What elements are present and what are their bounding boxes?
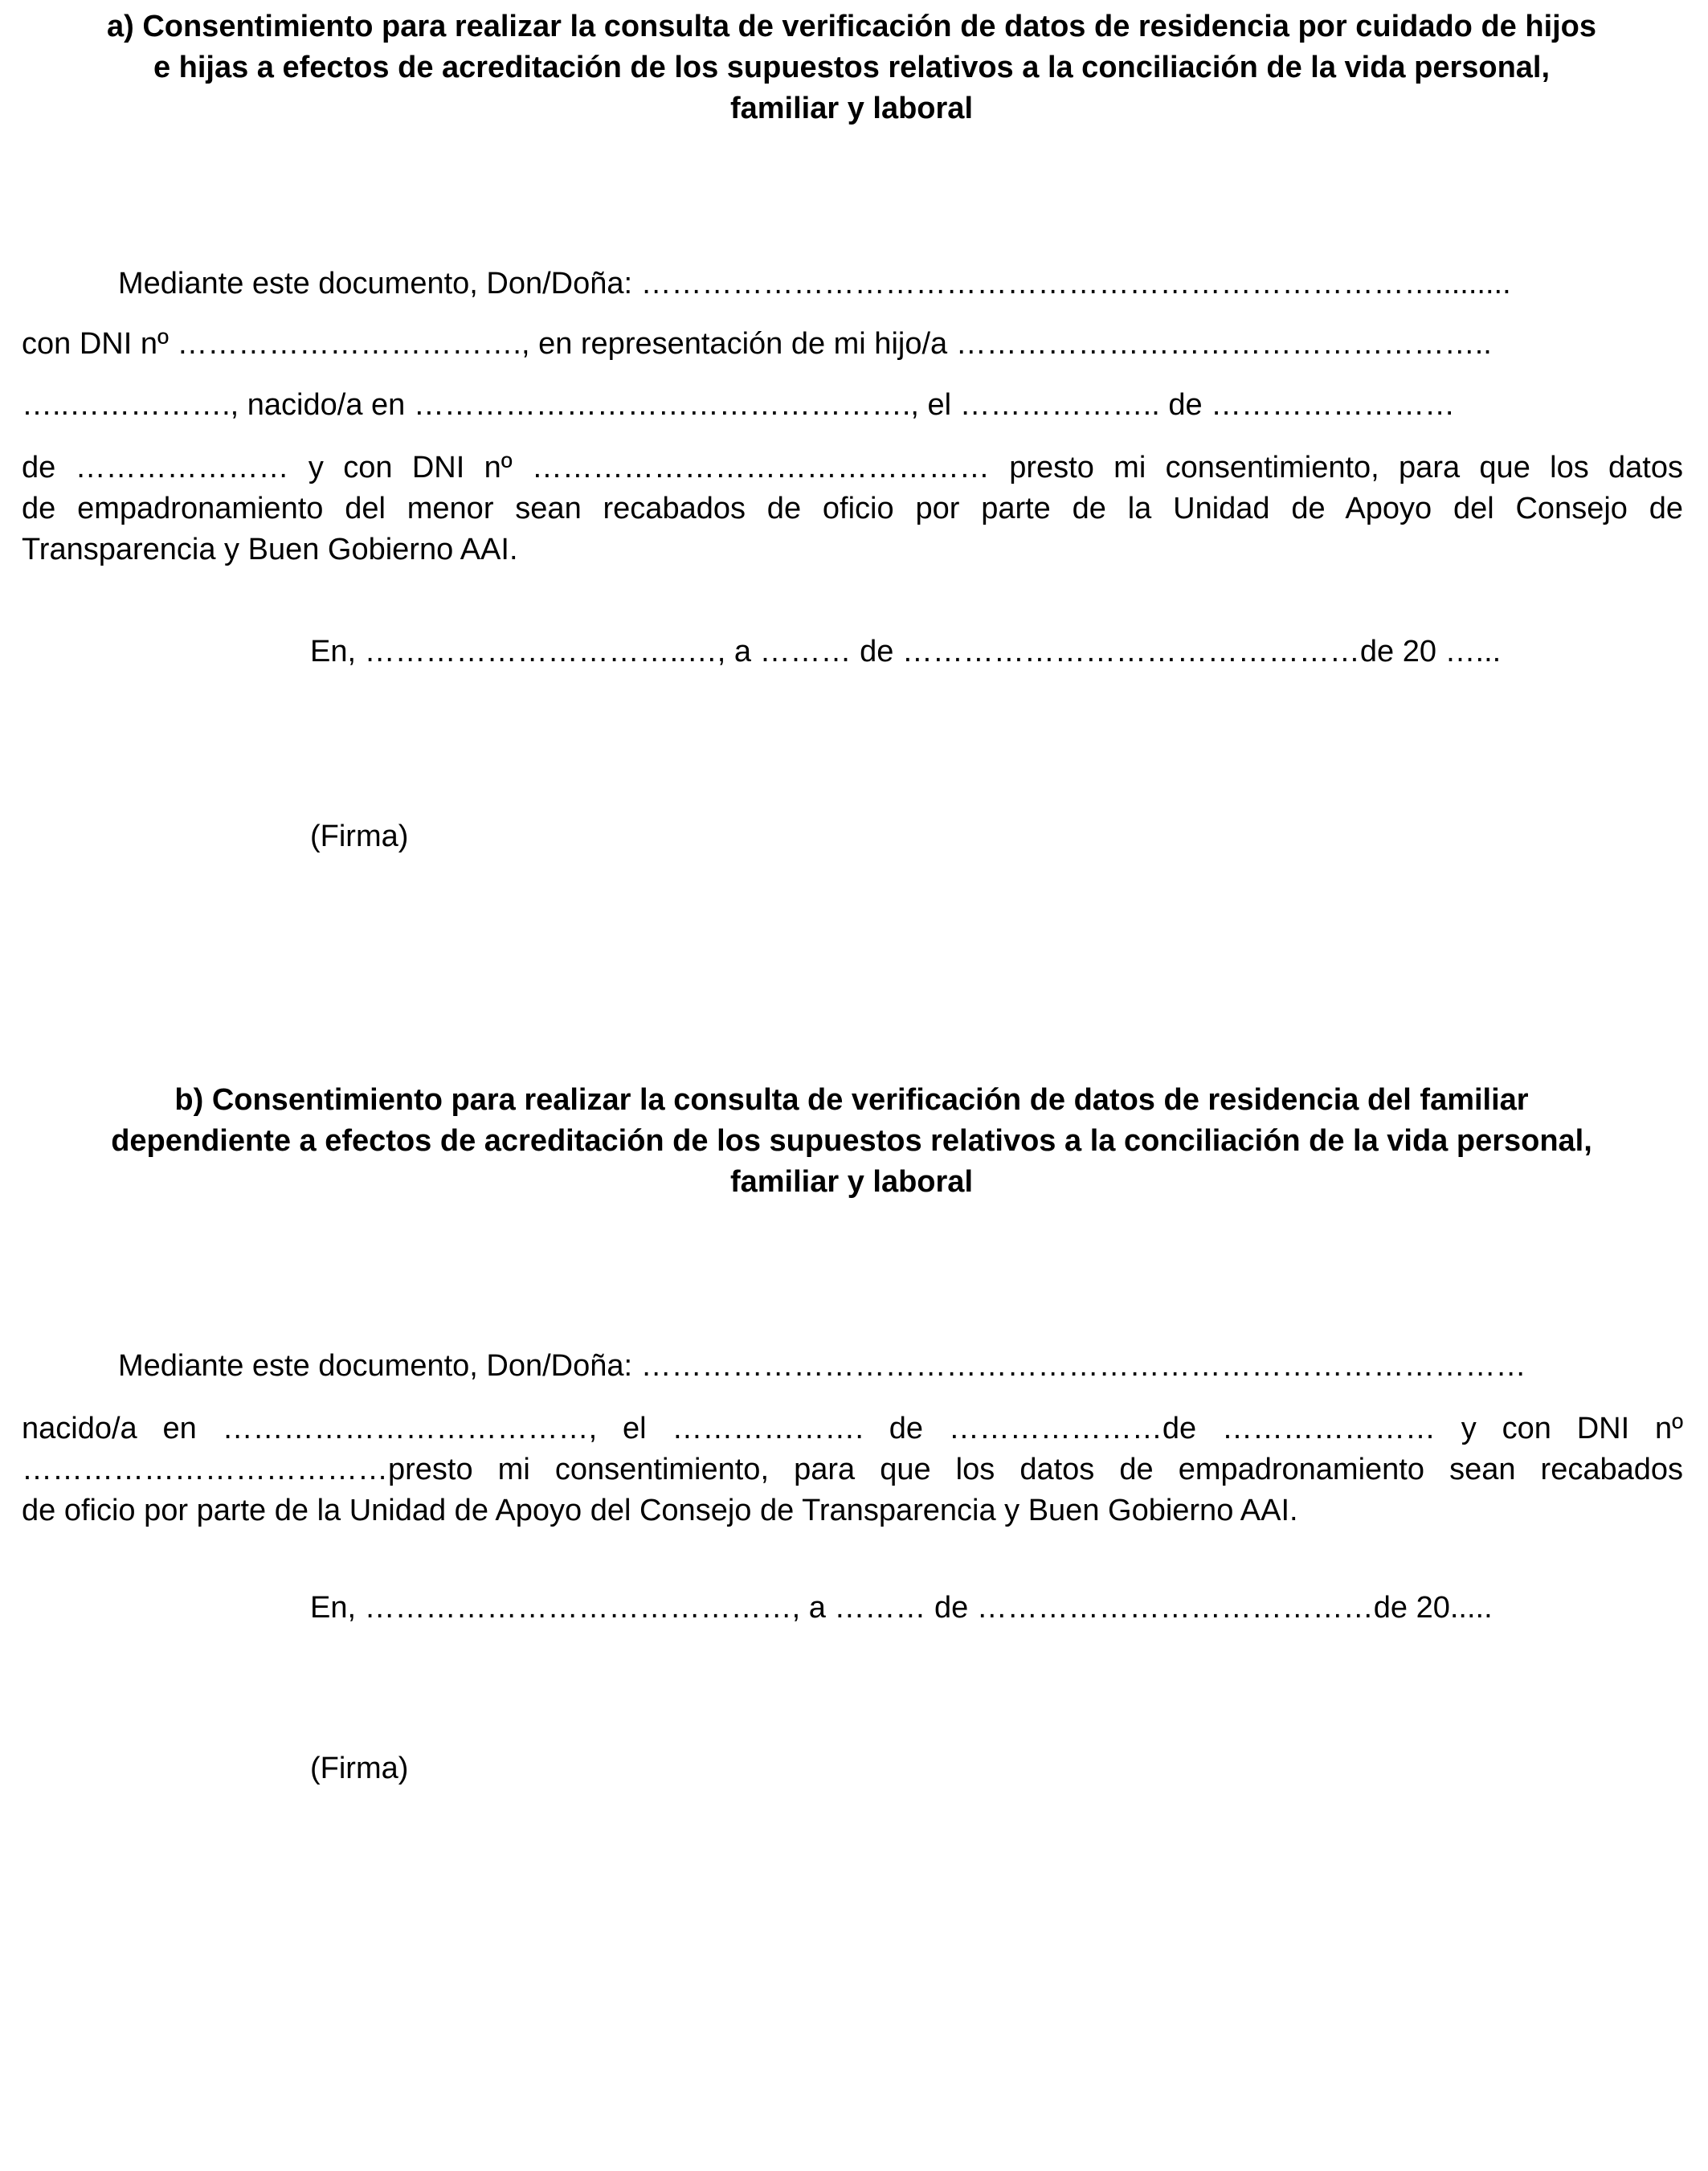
section-a-declarant-line: Mediante este documento, Don/Doña: ……………………………………………………………………......... (118, 267, 1511, 301)
section-b-heading-line: dependiente a efectos de acreditación de los supuestos relativos a la conciliación de la vida personal, (111, 1124, 1592, 1158)
section-b-declarant-line: Mediante este documento, Don/Doña: …………………………………………………………………………… (118, 1349, 1526, 1383)
section-a-paragraph-line: de ………………… y con DNI nº ……………………………………… presto mi consentimiento, para que los datos (22, 451, 1683, 484)
section-a-consent-paragraph (22, 448, 1683, 570)
section-a-heading-line: a) Consentimiento para realizar la consulta de verificación de datos de residencia por cuidado de hijos (106, 10, 1597, 43)
section-b-heading-line: b) Consentimiento para realizar la consulta de verificación de datos de residencia del familiar (174, 1083, 1529, 1117)
section-b-heading-line: familiar y laboral (729, 1165, 973, 1199)
section-b-heading (16, 1080, 1687, 1203)
section-b-paragraph-line: de oficio por parte de la Unidad de Apoyo del Consejo de Transparencia y Buen Gobierno AAI. (22, 1494, 1298, 1527)
section-a-heading (16, 6, 1687, 129)
section-b-paragraph-line: nacido/a en ………………………………, el ………………. de …………………de ………………… y con DNI nº (22, 1412, 1683, 1445)
section-b-paragraph-line: ………………………………presto mi consentimiento, para que los datos de empadronamiento sean recabados (22, 1453, 1683, 1486)
section-a-heading-line: familiar y laboral (729, 92, 973, 125)
section-b-signature: (Firma) (310, 1752, 409, 1785)
section-b-date-line: En, ……………………………………, a ……… de …………………………………de 20..... (310, 1591, 1493, 1625)
section-a-signature: (Firma) (310, 820, 409, 853)
section-a-heading-line: e hijas a efectos de acreditación de los supuestos relativos a la conciliación de la vida personal, (153, 51, 1551, 84)
section-b-consent-paragraph (22, 1408, 1683, 1531)
section-a-paragraph-line: de empadronamiento del menor sean recabados de oficio por parte de la Unidad de Apoyo del Consejo de (22, 492, 1683, 525)
section-a-date-line: En, …………………………..…, a ……… de ………………………………………de 20 …... (310, 635, 1502, 668)
section-a-dni-line: con DNI nº ……………………………., en representación de mi hijo/a …………………………………………….. (22, 327, 1492, 361)
section-a-birth-line: …..……………., nacido/a en …………………………………………., el ……………….. de …………………… (22, 388, 1456, 422)
section-a-paragraph-line: Transparencia y Buen Gobierno AAI. (22, 533, 518, 566)
